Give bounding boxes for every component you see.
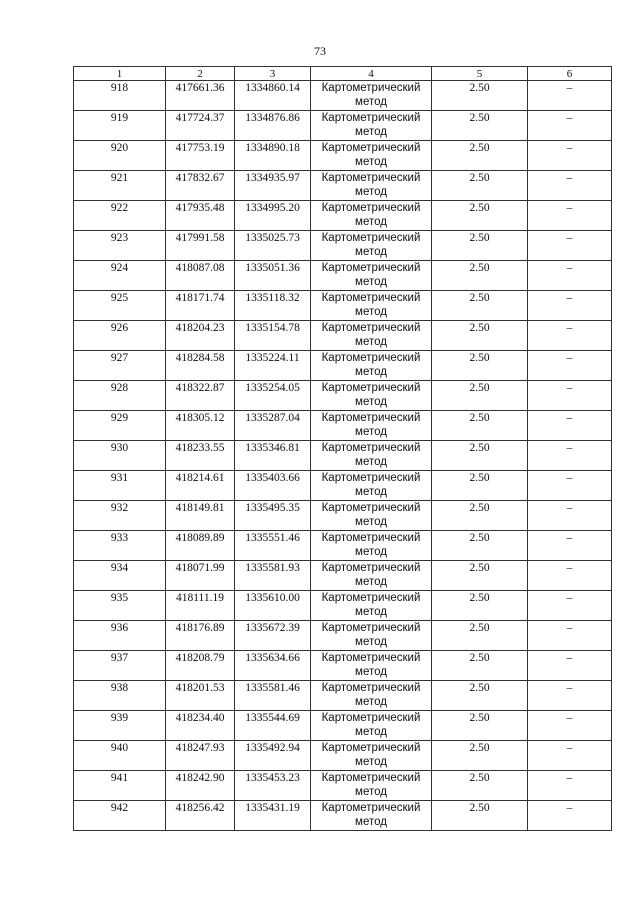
y-coordinate-cell: 1335224.11	[235, 351, 311, 381]
table-row	[74, 621, 612, 651]
x-coordinate-cell: 418201.53	[166, 681, 235, 711]
column-header-1: 1	[74, 67, 166, 81]
x-coordinate-cell: 418204.23	[166, 321, 235, 351]
y-coordinate-cell: 1334890.18	[235, 141, 311, 171]
note-cell: –	[528, 411, 612, 441]
accuracy-cell: 2.50	[432, 801, 528, 831]
note-cell: –	[528, 141, 612, 171]
point-number-cell: 927	[74, 351, 166, 381]
header-row	[74, 67, 612, 81]
method-cell: Картометрический метод	[311, 111, 432, 141]
y-coordinate-cell: 1334935.97	[235, 171, 311, 201]
method-cell: Картометрический метод	[311, 381, 432, 411]
note-cell: –	[528, 291, 612, 321]
accuracy-cell: 2.50	[432, 681, 528, 711]
note-cell: –	[528, 111, 612, 141]
x-coordinate-cell: 417661.36	[166, 81, 235, 111]
point-number-cell: 939	[74, 711, 166, 741]
method-cell: Картометрический метод	[311, 441, 432, 471]
accuracy-cell: 2.50	[432, 621, 528, 651]
y-coordinate-cell: 1335453.23	[235, 771, 311, 801]
point-number-cell: 922	[74, 201, 166, 231]
method-cell: Картометрический метод	[311, 621, 432, 651]
point-number-cell: 925	[74, 291, 166, 321]
y-coordinate-cell: 1335051.36	[235, 261, 311, 291]
accuracy-cell: 2.50	[432, 411, 528, 441]
accuracy-cell: 2.50	[432, 501, 528, 531]
note-cell: –	[528, 591, 612, 621]
table-row	[74, 561, 612, 591]
point-number-cell: 942	[74, 801, 166, 831]
y-coordinate-cell: 1335254.05	[235, 381, 311, 411]
note-cell: –	[528, 321, 612, 351]
method-cell: Картометрический метод	[311, 651, 432, 681]
point-number-cell: 941	[74, 771, 166, 801]
method-cell: Картометрический метод	[311, 741, 432, 771]
table-row	[74, 501, 612, 531]
note-cell: –	[528, 801, 612, 831]
method-cell: Картометрический метод	[311, 291, 432, 321]
y-coordinate-cell: 1335672.39	[235, 621, 311, 651]
note-cell: –	[528, 561, 612, 591]
note-cell: –	[528, 231, 612, 261]
table-row	[74, 441, 612, 471]
method-cell: Картометрический метод	[311, 81, 432, 111]
column-header-2: 2	[166, 67, 235, 81]
method-cell: Картометрический метод	[311, 321, 432, 351]
accuracy-cell: 2.50	[432, 81, 528, 111]
point-number-cell: 926	[74, 321, 166, 351]
table-row	[74, 381, 612, 411]
point-number-cell: 928	[74, 381, 166, 411]
point-number-cell: 937	[74, 651, 166, 681]
point-number-cell: 936	[74, 621, 166, 651]
x-coordinate-cell: 418087.08	[166, 261, 235, 291]
x-coordinate-cell: 418242.90	[166, 771, 235, 801]
table-row	[74, 681, 612, 711]
accuracy-cell: 2.50	[432, 741, 528, 771]
coordinates-table	[73, 66, 612, 831]
x-coordinate-cell: 417753.19	[166, 141, 235, 171]
accuracy-cell: 2.50	[432, 441, 528, 471]
table-row	[74, 471, 612, 501]
point-number-cell: 935	[74, 591, 166, 621]
accuracy-cell: 2.50	[432, 381, 528, 411]
x-coordinate-cell: 418247.93	[166, 741, 235, 771]
point-number-cell: 924	[74, 261, 166, 291]
note-cell: –	[528, 681, 612, 711]
accuracy-cell: 2.50	[432, 141, 528, 171]
x-coordinate-cell: 418214.61	[166, 471, 235, 501]
method-cell: Картометрический метод	[311, 681, 432, 711]
method-cell: Картометрический метод	[311, 351, 432, 381]
table-row	[74, 591, 612, 621]
x-coordinate-cell: 418305.12	[166, 411, 235, 441]
table-row	[74, 531, 612, 561]
y-coordinate-cell: 1335610.00	[235, 591, 311, 621]
x-coordinate-cell: 418284.58	[166, 351, 235, 381]
accuracy-cell: 2.50	[432, 291, 528, 321]
point-number-cell: 930	[74, 441, 166, 471]
note-cell: –	[528, 81, 612, 111]
accuracy-cell: 2.50	[432, 471, 528, 501]
note-cell: –	[528, 201, 612, 231]
y-coordinate-cell: 1335581.46	[235, 681, 311, 711]
note-cell: –	[528, 621, 612, 651]
y-coordinate-cell: 1334860.14	[235, 81, 311, 111]
note-cell: –	[528, 471, 612, 501]
x-coordinate-cell: 418089.89	[166, 531, 235, 561]
table-row	[74, 291, 612, 321]
method-cell: Картометрический метод	[311, 141, 432, 171]
method-cell: Картометрический метод	[311, 801, 432, 831]
table-row	[74, 141, 612, 171]
x-coordinate-cell: 418233.55	[166, 441, 235, 471]
note-cell: –	[528, 351, 612, 381]
accuracy-cell: 2.50	[432, 231, 528, 261]
table-row	[74, 261, 612, 291]
table-row	[74, 321, 612, 351]
x-coordinate-cell: 418234.40	[166, 711, 235, 741]
accuracy-cell: 2.50	[432, 201, 528, 231]
x-coordinate-cell: 418171.74	[166, 291, 235, 321]
table-row	[74, 351, 612, 381]
accuracy-cell: 2.50	[432, 111, 528, 141]
column-header-6: 6	[528, 67, 612, 81]
note-cell: –	[528, 261, 612, 291]
x-coordinate-cell: 418322.87	[166, 381, 235, 411]
point-number-cell: 918	[74, 81, 166, 111]
accuracy-cell: 2.50	[432, 171, 528, 201]
method-cell: Картометрический метод	[311, 261, 432, 291]
point-number-cell: 932	[74, 501, 166, 531]
note-cell: –	[528, 441, 612, 471]
column-header-3: 3	[235, 67, 311, 81]
table-row	[74, 411, 612, 441]
note-cell: –	[528, 531, 612, 561]
table-row	[74, 741, 612, 771]
y-coordinate-cell: 1335287.04	[235, 411, 311, 441]
accuracy-cell: 2.50	[432, 321, 528, 351]
x-coordinate-cell: 418256.42	[166, 801, 235, 831]
y-coordinate-cell: 1335634.66	[235, 651, 311, 681]
y-coordinate-cell: 1335492.94	[235, 741, 311, 771]
method-cell: Картометрический метод	[311, 171, 432, 201]
x-coordinate-cell: 417832.67	[166, 171, 235, 201]
x-coordinate-cell: 418149.81	[166, 501, 235, 531]
note-cell: –	[528, 171, 612, 201]
y-coordinate-cell: 1335118.32	[235, 291, 311, 321]
method-cell: Картометрический метод	[311, 711, 432, 741]
point-number-cell: 920	[74, 141, 166, 171]
y-coordinate-cell: 1335346.81	[235, 441, 311, 471]
accuracy-cell: 2.50	[432, 531, 528, 561]
y-coordinate-cell: 1334876.86	[235, 111, 311, 141]
note-cell: –	[528, 711, 612, 741]
method-cell: Картометрический метод	[311, 771, 432, 801]
y-coordinate-cell: 1335403.66	[235, 471, 311, 501]
table-row	[74, 711, 612, 741]
accuracy-cell: 2.50	[432, 591, 528, 621]
table-row	[74, 111, 612, 141]
point-number-cell: 929	[74, 411, 166, 441]
y-coordinate-cell: 1335581.93	[235, 561, 311, 591]
accuracy-cell: 2.50	[432, 711, 528, 741]
table-row	[74, 651, 612, 681]
accuracy-cell: 2.50	[432, 561, 528, 591]
table-row	[74, 171, 612, 201]
y-coordinate-cell: 1335431.19	[235, 801, 311, 831]
point-number-cell: 938	[74, 681, 166, 711]
point-number-cell: 940	[74, 741, 166, 771]
point-number-cell: 919	[74, 111, 166, 141]
method-cell: Картометрический метод	[311, 231, 432, 261]
note-cell: –	[528, 741, 612, 771]
table-row	[74, 801, 612, 831]
method-cell: Картометрический метод	[311, 201, 432, 231]
y-coordinate-cell: 1334995.20	[235, 201, 311, 231]
point-number-cell: 934	[74, 561, 166, 591]
x-coordinate-cell: 417991.58	[166, 231, 235, 261]
page-number: 73	[314, 44, 326, 58]
accuracy-cell: 2.50	[432, 651, 528, 681]
method-cell: Картометрический метод	[311, 471, 432, 501]
method-cell: Картометрический метод	[311, 501, 432, 531]
y-coordinate-cell: 1335551.46	[235, 531, 311, 561]
column-header-4: 4	[311, 67, 432, 81]
point-number-cell: 921	[74, 171, 166, 201]
table-row	[74, 81, 612, 111]
table-row	[74, 201, 612, 231]
note-cell: –	[528, 381, 612, 411]
method-cell: Картометрический метод	[311, 411, 432, 441]
method-cell: Картометрический метод	[311, 561, 432, 591]
point-number-cell: 923	[74, 231, 166, 261]
accuracy-cell: 2.50	[432, 771, 528, 801]
table-row	[74, 231, 612, 261]
x-coordinate-cell: 418208.79	[166, 651, 235, 681]
column-header-5: 5	[432, 67, 528, 81]
y-coordinate-cell: 1335025.73	[235, 231, 311, 261]
accuracy-cell: 2.50	[432, 351, 528, 381]
note-cell: –	[528, 651, 612, 681]
x-coordinate-cell: 417724.37	[166, 111, 235, 141]
note-cell: –	[528, 771, 612, 801]
table-body	[74, 81, 612, 831]
x-coordinate-cell: 418176.89	[166, 621, 235, 651]
table-row	[74, 771, 612, 801]
note-cell: –	[528, 501, 612, 531]
method-cell: Картометрический метод	[311, 531, 432, 561]
y-coordinate-cell: 1335495.35	[235, 501, 311, 531]
y-coordinate-cell: 1335154.78	[235, 321, 311, 351]
x-coordinate-cell: 418111.19	[166, 591, 235, 621]
y-coordinate-cell: 1335544.69	[235, 711, 311, 741]
accuracy-cell: 2.50	[432, 261, 528, 291]
method-cell: Картометрический метод	[311, 591, 432, 621]
point-number-cell: 931	[74, 471, 166, 501]
x-coordinate-cell: 418071.99	[166, 561, 235, 591]
point-number-cell: 933	[74, 531, 166, 561]
x-coordinate-cell: 417935.48	[166, 201, 235, 231]
